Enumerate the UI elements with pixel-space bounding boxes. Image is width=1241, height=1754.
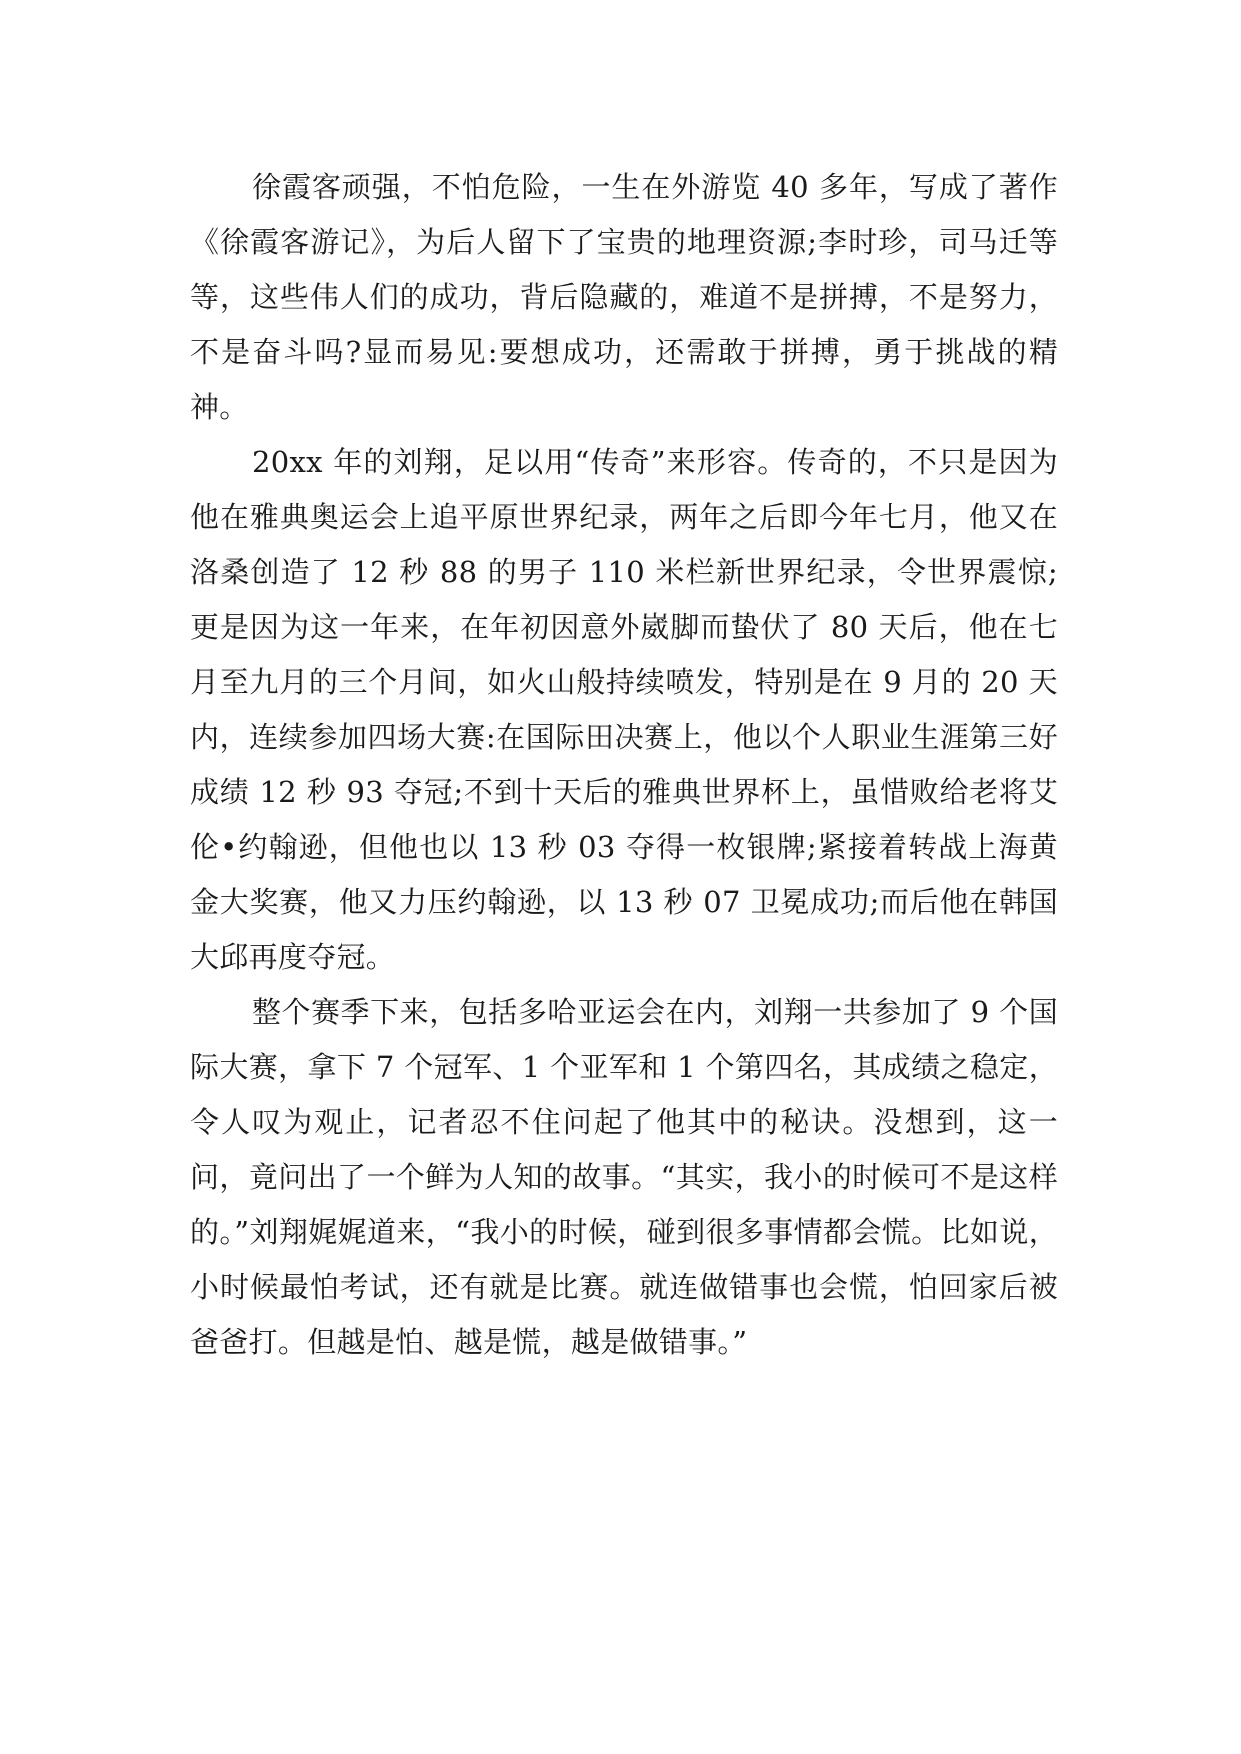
paragraph-xu-xiake: 徐霞客顽强，不怕危险，一生在外游览 40 多年，写成了著作《徐霞客游记》，为后人留下了宝贵的地理资源;李时珍，司马迁等等，这些伟人们的成功，背后隐藏的，难道不是拼搏，不是努力，不是奋斗吗?显而易见:要想成功，还需敢于拼搏，勇于挑战的精神。 [190, 170, 1058, 424]
document-body [190, 160, 1058, 1370]
paragraph-liu-xiang-season: 整个赛季下来，包括多哈亚运会在内，刘翔一共参加了 9 个国际大赛，拿下 7 个冠军、1 个亚军和 1 个第四名，其成绩之稳定，令人叹为观止，记者忍不住问起了他其中的秘诀。没想到，这一问，竟问出了一个鲜为人知的故事。“其实，我小的时候可不是这样的。”刘翔娓娓道来，“我小的时候，碰到很多事情都会慌。比如说，小时候最怕考试，还有就是比赛。就连做错事也会慌，怕回家后被爸爸打。但越是怕、越是慌，越是做错事。” [190, 995, 1058, 1359]
paragraph-liu-xiang-legend: 20xx 年的刘翔，足以用“传奇”来形容。传奇的，不只是因为他在雅典奥运会上追平原世界纪录，两年之后即今年七月，他又在洛桑创造了 12 秒 88 的男子 110 米栏新世界纪录，令世界震惊;更是因为这一年来，在年初因意外崴脚而蛰伏了 80 天后，他在七月至九月的三个月间，如火山般持续喷发，特别是在 9 月的 20 天内，连续参加四场大赛:在国际田决赛上，他以个人职业生涯第三好成绩 12 秒 93 夺冠;不到十天后的雅典世界杯上，虽惜败给老将艾伦•约翰逊，但他也以 13 秒 03 夺得一枚银牌;紧接着转战上海黄金大奖赛，他又力压约翰逊，以 13 秒 07 卫冕成功;而后他在韩国大邱再度夺冠。 [190, 445, 1058, 974]
